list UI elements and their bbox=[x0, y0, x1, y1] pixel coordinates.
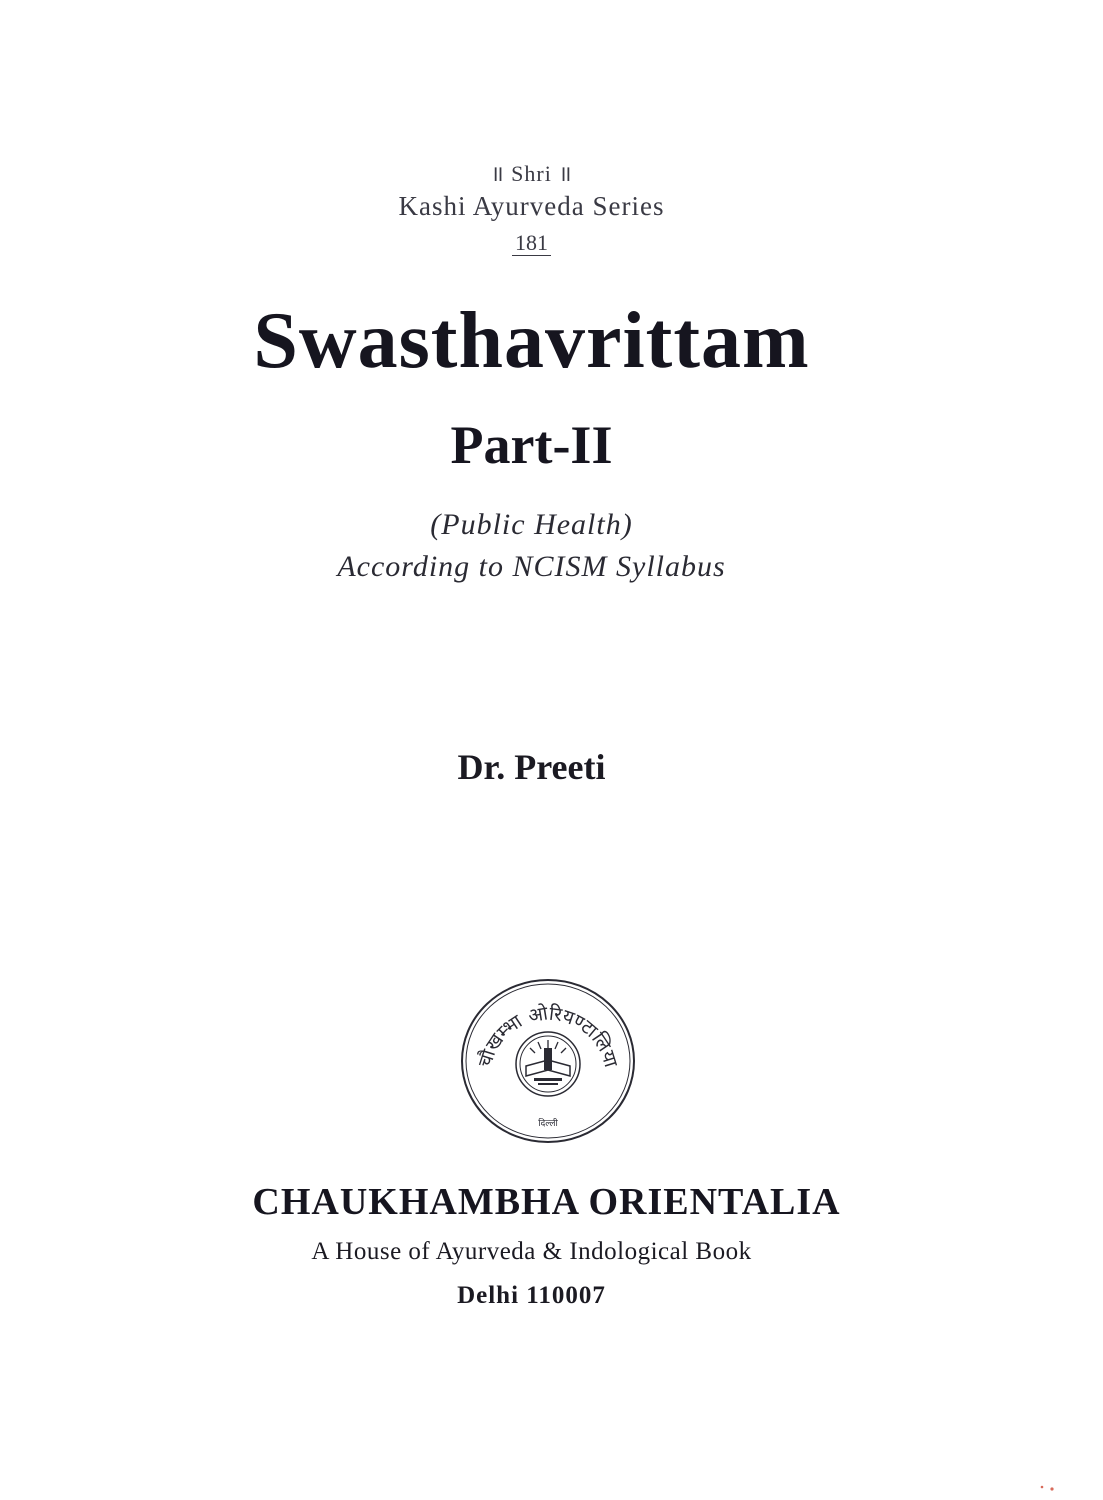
publisher-tagline: A House of Ayurveda & Indological Book bbox=[311, 1238, 752, 1265]
seal-city: दिल्ली bbox=[538, 1119, 558, 1129]
book-subtitle: (Public Health) bbox=[430, 508, 633, 541]
book-part: Part-II bbox=[450, 415, 613, 475]
author-name: Dr. Preeti bbox=[457, 747, 606, 787]
publisher-address: Delhi 110007 bbox=[457, 1282, 606, 1309]
book-title: Swasthavrittam bbox=[253, 297, 810, 385]
series-invocation: ॥ Shri ॥ bbox=[490, 161, 573, 186]
series-number bbox=[0, 230, 1063, 256]
syllabus-note: According to NCISM Syllabus bbox=[337, 550, 726, 583]
series-number-text: 181 bbox=[512, 230, 551, 256]
series-name: Kashi Ayurveda Series bbox=[398, 191, 665, 221]
publisher-seal-icon bbox=[460, 978, 636, 1144]
seal-text: चौखम्भा ओरियण्टालिया bbox=[473, 1002, 622, 1070]
publisher-name: CHAUKHAMBHA ORIENTALIA bbox=[252, 1181, 841, 1223]
paper-speck-icon bbox=[1038, 1484, 1058, 1492]
